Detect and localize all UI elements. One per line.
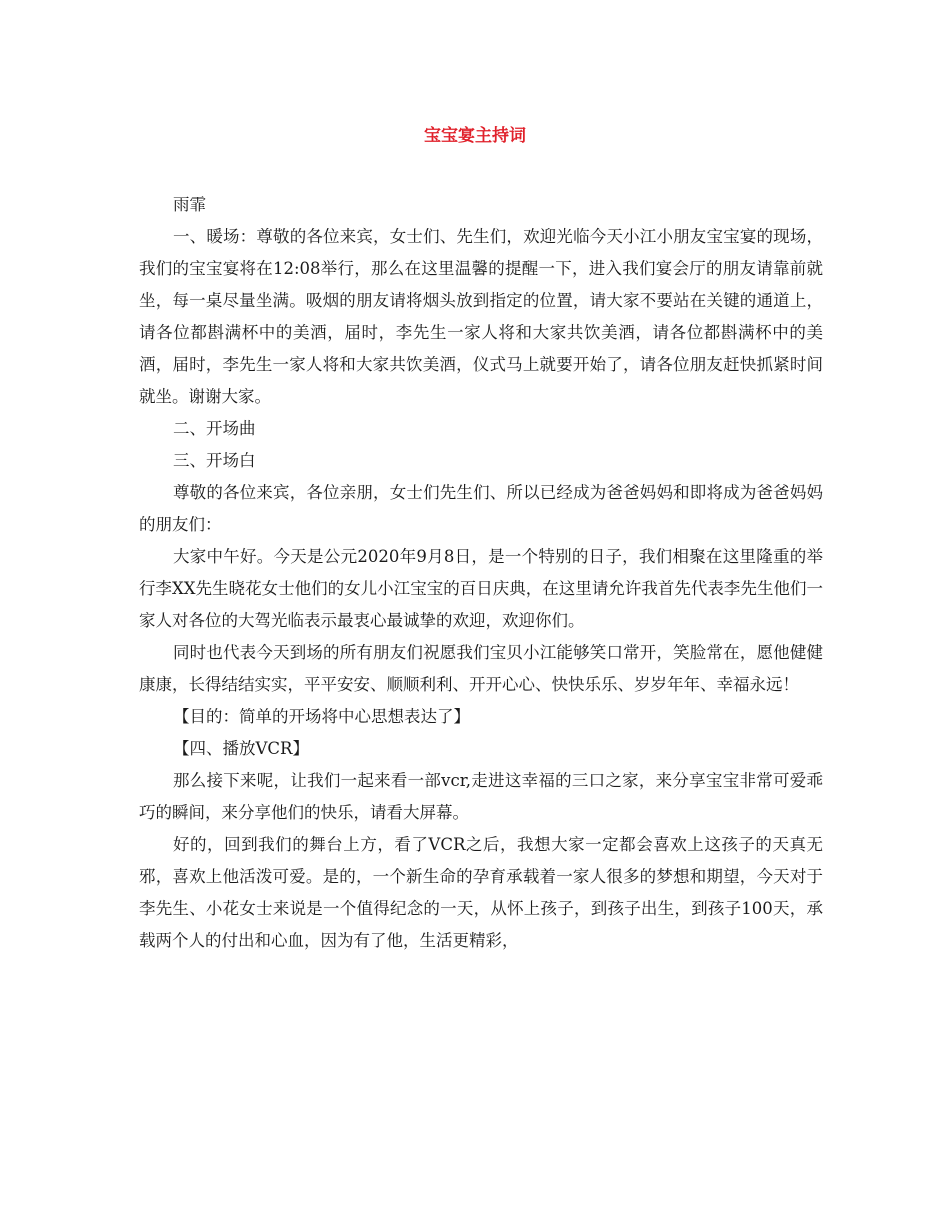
author-line: 雨霏 [173,195,206,214]
paragraph-purpose-note: 【目的：简单的开场将中心思想表达了】 [173,707,470,726]
document-title: 宝宝宴主持词 [424,126,526,146]
paragraph-blessing: 同时也代表今天到场的所有朋友们祝愿我们宝贝小江能够笑口常开，笑脸常在，愿他健健康康，长得结结实实，平平安安、顺顺利利、开开心心、快快乐乐、岁岁年年、幸福永远！ [139,643,823,694]
paragraph-greeting: 尊敬的各位来宾，各位亲朋，女士们先生们、所以已经成为爸爸妈妈和即将成为爸爸妈妈的朋友们： [139,483,823,534]
paragraph-warmup: 一、暖场：尊敬的各位来宾，女士们、先生们，欢迎光临今天小江小朋友宝宝宴的现场，我们的宝宝宴将在12:08举行，那么在这里温馨的提醒一下，进入我们宴会厅的朋友请靠前就坐，每一桌尽量坐满。吸烟的朋友请将烟头放到指定的位置，请大家不要站在关键的通道上，请各位都斟满杯中的美酒，届时，李先生一家人将和大家共饮美酒，请各位都斟满杯中的美酒，届时，李先生一家人将和大家共饮美酒，仪式马上就要开始了，请各位朋友赶快抓紧时间就坐。谢谢大家。 [139,227,823,406]
paragraph-opening-remarks-heading: 三、开场白 [173,451,256,470]
paragraph-vcr-heading: 【四、播放VCR】 [173,739,309,758]
paragraph-opening-song: 二、开场曲 [173,419,256,438]
paragraph-vcr-intro: 那么接下来呢，让我们一起来看一部vcr,走进这幸福的三口之家，来分享宝宝非常可爱乖巧的瞬间，来分享他们的快乐，请看大屏幕。 [139,771,823,822]
paragraph-after-vcr: 好的，回到我们的舞台上方，看了VCR之后，我想大家一定都会喜欢上这孩子的天真无邪，喜欢上他活泼可爱。是的，一个新生命的孕育承载着一家人很多的梦想和期望，今天对于李先生、小花女士来说是一个值得纪念的一天，从怀上孩子，到孩子出生，到孩子100天，承载两个人的付出和心血，因为有了他，生活更精彩， [139,835,823,950]
paragraph-welcome: 大家中午好。今天是公元2020年9月8日，是一个特别的日子，我们相聚在这里隆重的举行李XX先生晓花女士他们的女儿小江宝宝的百日庆典，在这里请允许我首先代表李先生他们一家人对各位的大驾光临表示最衷心最诚挚的欢迎，欢迎你们。 [139,547,823,630]
document-body [139,189,823,957]
